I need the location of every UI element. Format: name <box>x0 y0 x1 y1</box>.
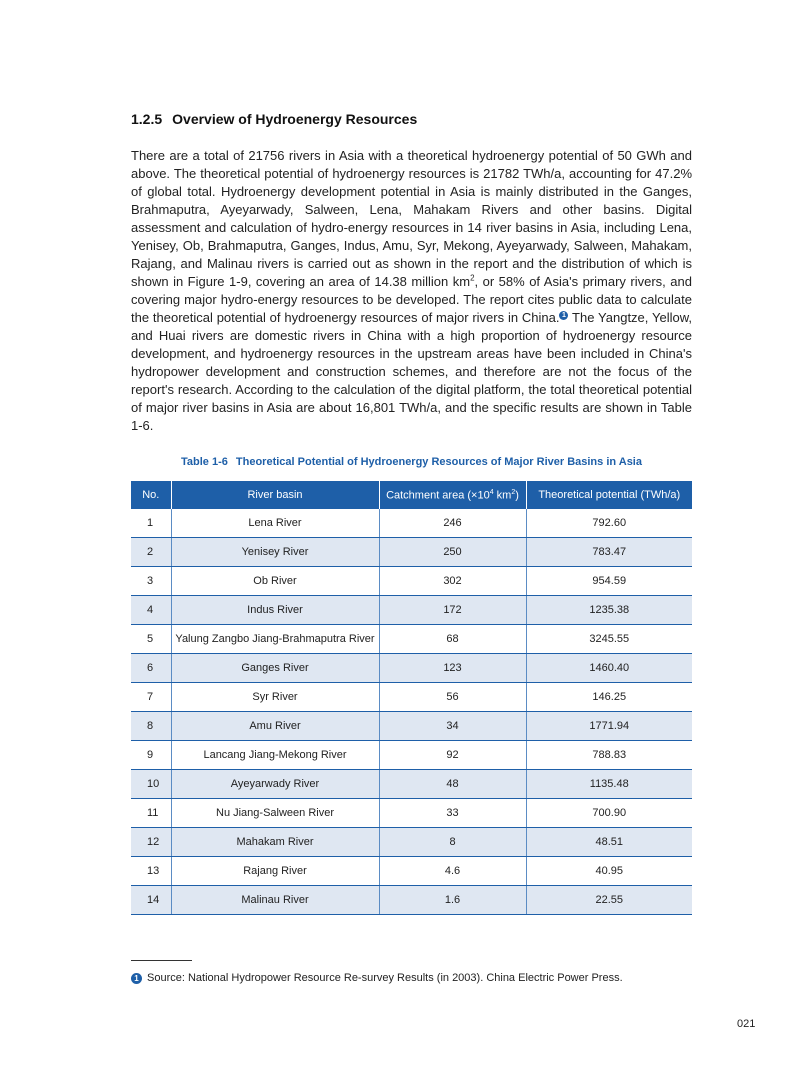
cell-theoretical-potential: 792.60 <box>526 509 692 538</box>
cell-theoretical-potential: 1460.40 <box>526 654 692 683</box>
cell-no: 10 <box>131 770 171 799</box>
cell-catchment-area: 302 <box>379 567 526 596</box>
cell-river-basin: Yalung Zangbo Jiang-Brahmaputra River <box>171 625 379 654</box>
cell-theoretical-potential: 40.95 <box>526 857 692 886</box>
table-row <box>131 886 692 915</box>
cell-river-basin: Syr River <box>171 683 379 712</box>
table-row <box>131 857 692 886</box>
cell-theoretical-potential: 22.55 <box>526 886 692 915</box>
table-row <box>131 799 692 828</box>
cell-no: 12 <box>131 828 171 857</box>
table-row <box>131 596 692 625</box>
table-caption <box>131 456 692 468</box>
table-row <box>131 509 692 538</box>
cell-no: 9 <box>131 741 171 770</box>
header-catchment-area: Catchment area ($\times 10^4$ $km^2$) <box>379 481 526 509</box>
cell-no: 1 <box>131 509 171 538</box>
cell-catchment-area: 4.6 <box>379 857 526 886</box>
table-row <box>131 712 692 741</box>
body-paragraph <box>131 147 692 435</box>
table-row <box>131 828 692 857</box>
cell-no: 3 <box>131 567 171 596</box>
cell-theoretical-potential: 1771.94 <box>526 712 692 741</box>
table-row <box>131 770 692 799</box>
cell-no: 5 <box>131 625 171 654</box>
footnote-divider <box>131 960 192 961</box>
footnote <box>131 972 623 984</box>
cell-river-basin: Amu River <box>171 712 379 741</box>
table-caption-title: Theoretical Potential of Hydroenergy Resources of Major River Basins in Asia <box>235 456 642 468</box>
page-number: 021 <box>737 1018 756 1030</box>
footnote-text: Source: National Hydropower Resource Re-survey Results (in 2003). China Electric Power Press. <box>147 972 623 984</box>
cell-catchment-area: 56 <box>379 683 526 712</box>
cell-catchment-area: 8 <box>379 828 526 857</box>
cell-river-basin: Ayeyarwady River <box>171 770 379 799</box>
header-no: No. <box>131 481 171 509</box>
table-body <box>131 509 692 915</box>
cell-no: 4 <box>131 596 171 625</box>
cell-river-basin: Nu Jiang-Salween River <box>171 799 379 828</box>
cell-no: 7 <box>131 683 171 712</box>
cell-no: 13 <box>131 857 171 886</box>
table-row <box>131 683 692 712</box>
cell-catchment-area: 246 <box>379 509 526 538</box>
cell-river-basin: Malinau River <box>171 886 379 915</box>
footnote-marker: 1 <box>131 973 142 984</box>
cell-no: 8 <box>131 712 171 741</box>
cell-no: 11 <box>131 799 171 828</box>
body-text-part-1: There are a total of 21756 rivers in Asia with a theoretical hydroenergy potential of 50 GWh and above. The theoretical potential of hydroenergy resources is 21782 TWh/a, accounting for 47.2% of global total. Hydroenergy development potential in Asia is mainly distributed in the Ganges, Brahmaputra, Ayeyarwady, Salween, Lena, Mahakam Rivers and other basins. Digital assessment and calculation of hydro-energy resources in 14 river basins in Asia, including Lena, Yenisey, Ob, Brahmaputra, Ganges, Indus, Amu, Syr, Mekong, Ayeyarwady, Salween, Mahakam, Rajang, and Malinau rivers is carried out as shown in the report and the distribution of which is shown in Figure 1-9, covering an area of 14.38 million km <box>131 148 692 289</box>
body-text-part-3: The Yangtze, Yellow, and Huai rivers are domestic rivers in China with a high proportion of hydroenergy resource development, and hydroenergy resources in the upstream areas have been included in China's hydropower development and construction schemes, and therefore are not the focus of the report's research. According to the calculation of the digital platform, the total theoretical potential of major river basins in Asia are about 16,801 TWh/a, and the specific results are shown in Table 1-6. <box>131 310 692 433</box>
cell-catchment-area: 172 <box>379 596 526 625</box>
cell-theoretical-potential: 700.90 <box>526 799 692 828</box>
cell-river-basin: Mahakam River <box>171 828 379 857</box>
cell-river-basin: Indus River <box>171 596 379 625</box>
superscript-2: 2 <box>470 273 475 283</box>
cell-river-basin: Lena River <box>171 509 379 538</box>
cell-catchment-area: 123 <box>379 654 526 683</box>
cell-theoretical-potential: 954.59 <box>526 567 692 596</box>
table-row <box>131 741 692 770</box>
table-row <box>131 625 692 654</box>
cell-theoretical-potential: 788.83 <box>526 741 692 770</box>
section-heading <box>131 111 417 127</box>
cell-catchment-area: 250 <box>379 538 526 567</box>
cell-theoretical-potential: 146.25 <box>526 683 692 712</box>
table-row <box>131 538 692 567</box>
cell-theoretical-potential: 1135.48 <box>526 770 692 799</box>
cell-theoretical-potential: 783.47 <box>526 538 692 567</box>
river-basin-table <box>131 481 692 915</box>
cell-theoretical-potential: 48.51 <box>526 828 692 857</box>
header-river-basin: River basin <box>171 481 379 509</box>
cell-catchment-area: 92 <box>379 741 526 770</box>
cell-no: 6 <box>131 654 171 683</box>
cell-river-basin: Yenisey River <box>171 538 379 567</box>
footnote-reference-marker[interactable]: 1 <box>559 311 568 320</box>
cell-river-basin: Rajang River <box>171 857 379 886</box>
cell-catchment-area: 33 <box>379 799 526 828</box>
cell-catchment-area: 48 <box>379 770 526 799</box>
cell-river-basin: Ganges River <box>171 654 379 683</box>
table-caption-number: Table 1-6 <box>181 456 228 468</box>
table-row <box>131 654 692 683</box>
section-title: Overview of Hydroenergy Resources <box>172 111 418 127</box>
cell-no: 2 <box>131 538 171 567</box>
section-number: 1.2.5 <box>131 111 163 127</box>
cell-river-basin: Lancang Jiang-Mekong River <box>171 741 379 770</box>
table-header-row <box>131 481 692 509</box>
body-text-part-2: , or 58% of Asia's primary rivers, and covering major hydro-energy resources to be developed. The report cites public data to calculate the theoretical potential of hydroenergy resources of major rivers in China. <box>131 274 692 325</box>
cell-river-basin: Ob River <box>171 567 379 596</box>
cell-theoretical-potential: 1235.38 <box>526 596 692 625</box>
cell-no: 14 <box>131 886 171 915</box>
cell-catchment-area: 68 <box>379 625 526 654</box>
table-row <box>131 567 692 596</box>
cell-catchment-area: 1.6 <box>379 886 526 915</box>
cell-theoretical-potential: 3245.55 <box>526 625 692 654</box>
header-theoretical-potential: Theoretical potential (TWh/a) <box>526 481 692 509</box>
cell-catchment-area: 34 <box>379 712 526 741</box>
